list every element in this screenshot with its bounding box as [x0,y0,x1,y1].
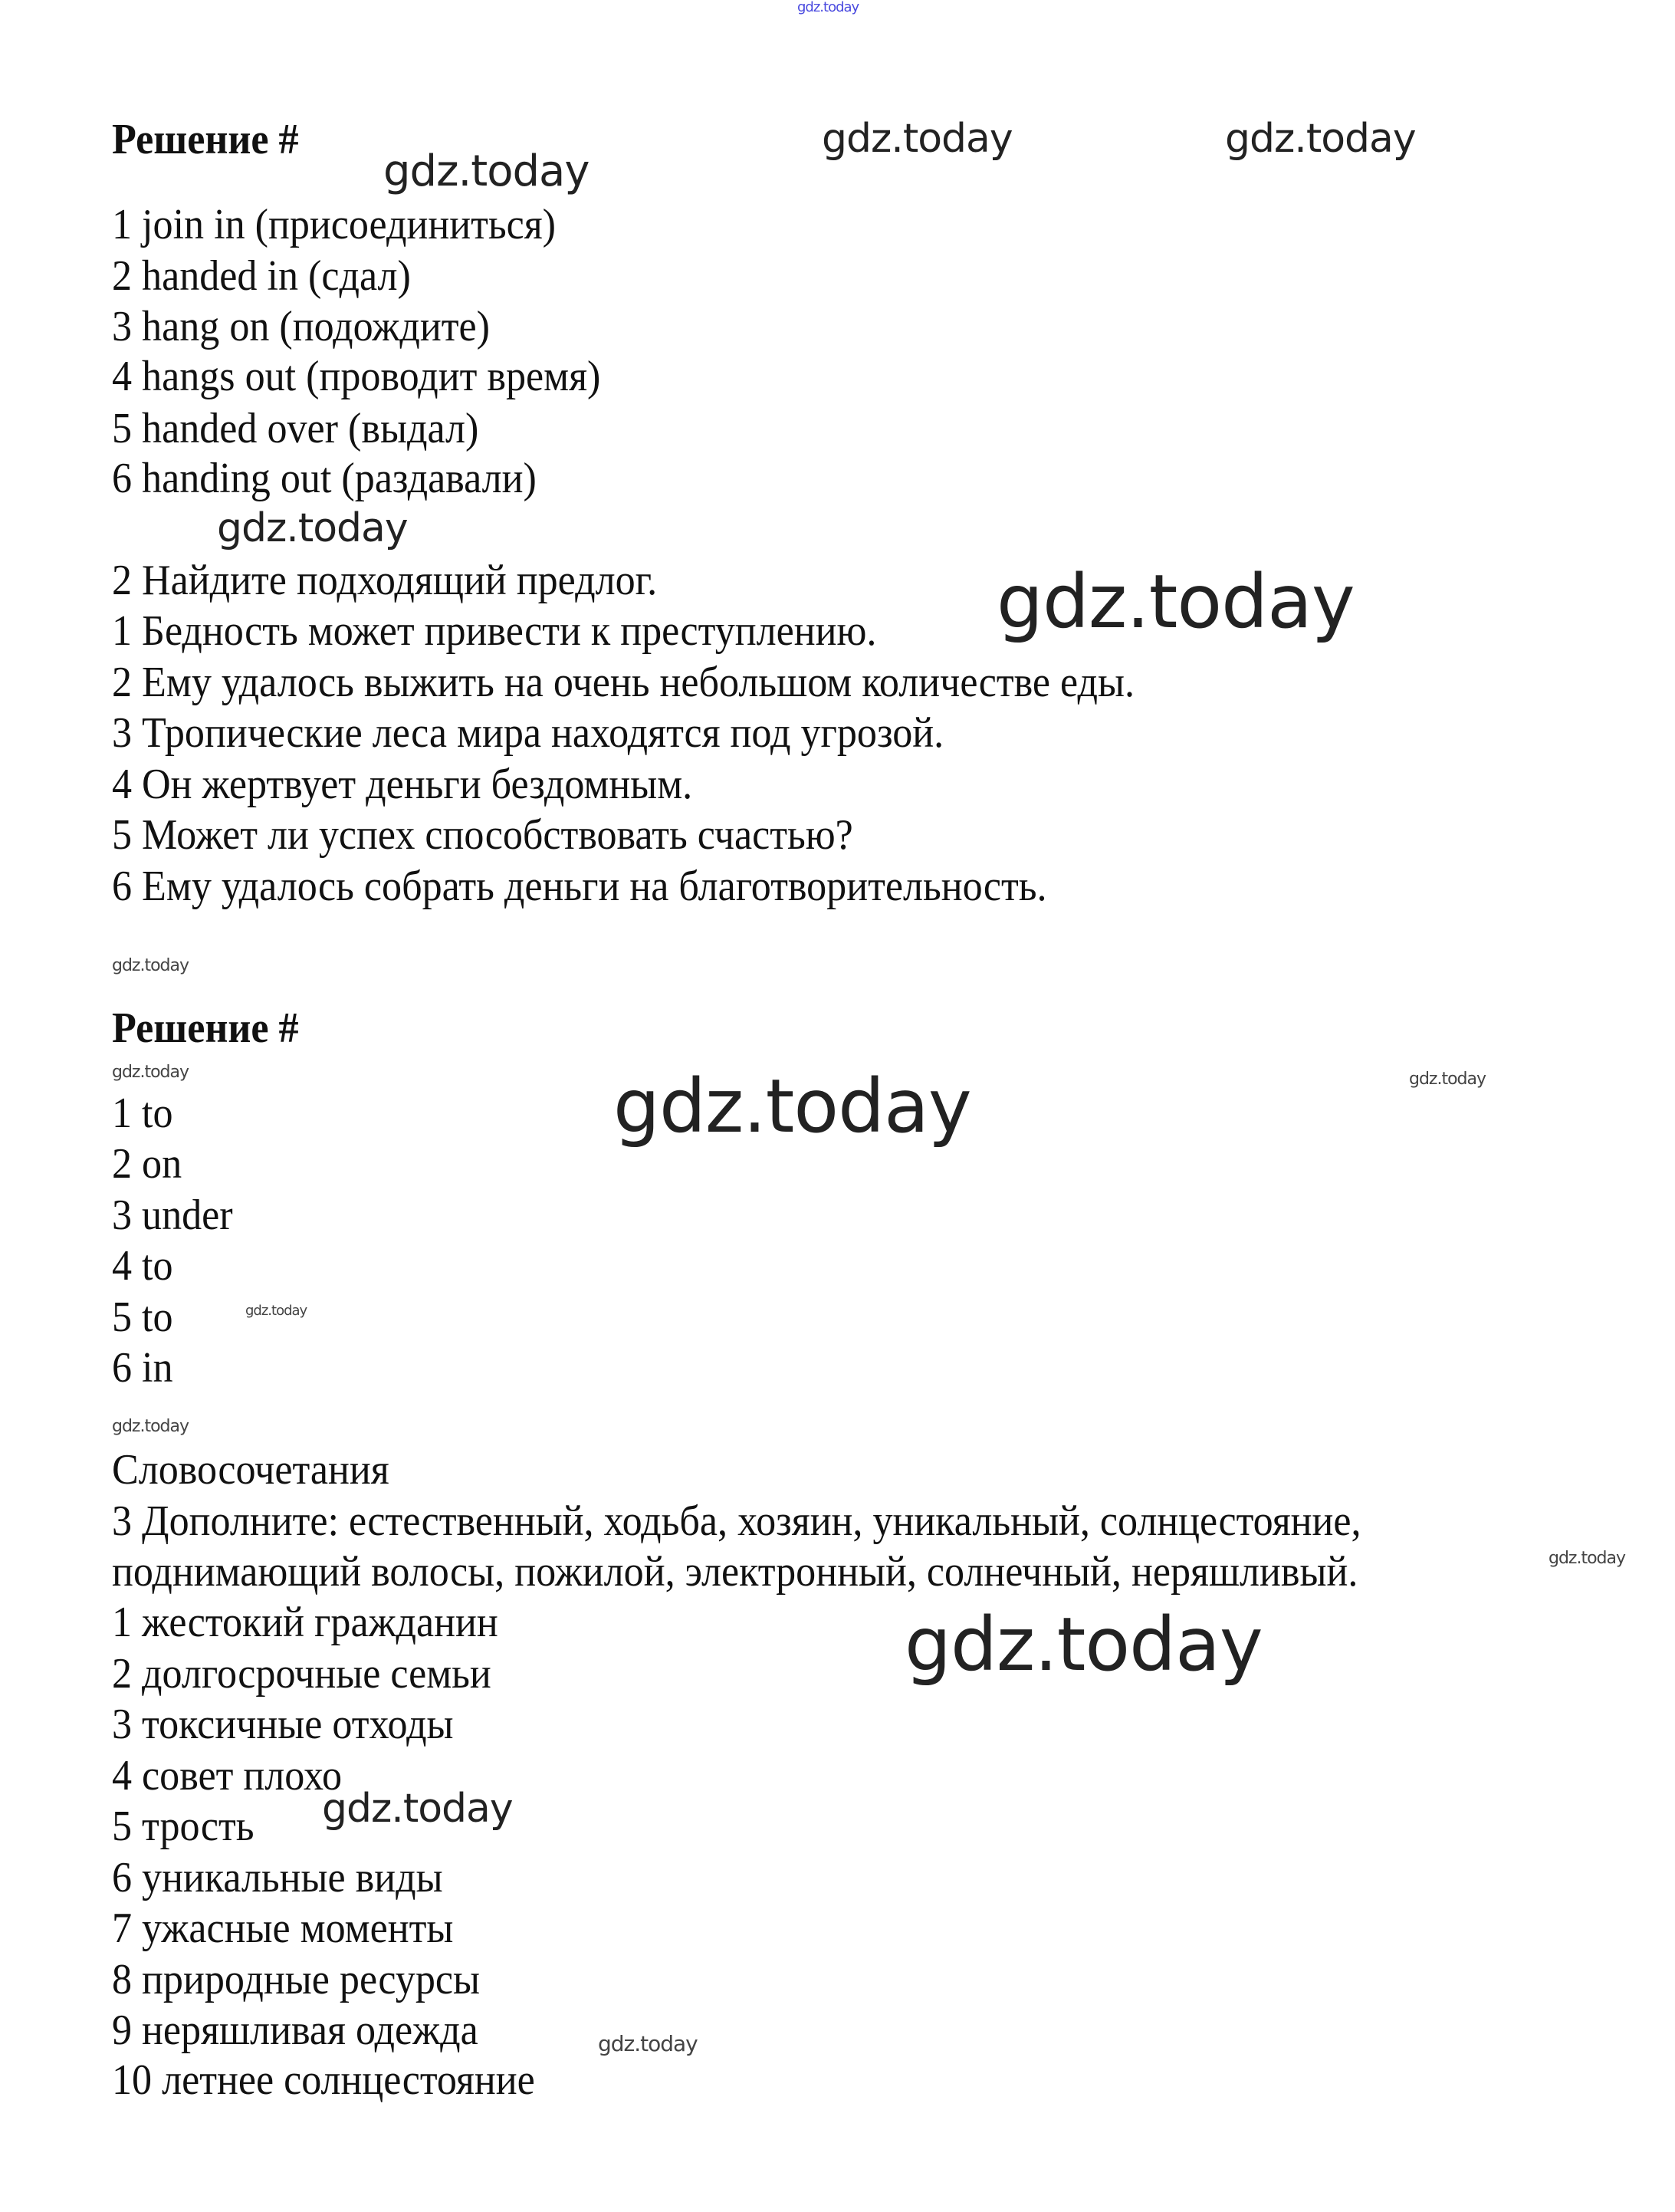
watermark: gdz.today [383,146,590,196]
watermark: gdz.today [322,1786,513,1832]
solution-heading: Решение # [112,1004,299,1052]
watermark: gdz.today [1409,1070,1486,1089]
watermark: gdz.today [997,559,1355,645]
sentence: 5 Может ли успех способствовать счастью? [112,811,853,859]
subtitle: Словосочетания [112,1446,389,1494]
task-title: 2 Найдите подходящий предлог. [112,557,658,604]
list-item: 5 to [112,1293,173,1341]
phrase: 3 токсичные отходы [112,1701,454,1748]
phrase: 1 жестокий гражданин [112,1599,498,1646]
list-item: 4 to [112,1242,173,1290]
watermark: gdz.today [598,2031,698,2056]
list-item: 4 hangs out (проводит время) [112,353,601,400]
watermark: gdz.today [217,505,408,551]
list-item: 2 on [112,1140,182,1188]
sentence: 6 Ему удалось собрать деньги на благотворительность. [112,863,1047,910]
task-text: 3 Дополните: естественный, ходьба, хозяин, уникальный, солнцестояние, [112,1497,1361,1545]
sentence: 3 Тропические леса мира находятся под угрозой. [112,709,944,757]
list-item: 3 hang on (подождите) [112,303,490,350]
list-item: 1 to [112,1090,173,1137]
phrase: 9 неряшливая одежда [112,2007,478,2054]
watermark: gdz.today [112,1417,189,1436]
watermark: gdz.today [822,116,1013,162]
list-item: 5 handed over (выдал) [112,405,479,452]
list-item: 1 join in (присоединиться) [112,201,557,248]
watermark: gdz.today [797,0,859,15]
phrase: 10 летнее солнцестояние [112,2056,535,2104]
watermark: gdz.today [112,956,189,975]
watermark: gdz.today [613,1063,971,1149]
watermark: gdz.today [1549,1549,1626,1568]
watermark: gdz.today [905,1602,1263,1688]
sentence: 2 Ему удалось выжить на очень небольшом количестве еды. [112,659,1135,706]
phrase: 5 трость [112,1803,255,1850]
task-text: поднимающий волосы, пожилой, электронный, солнечный, неряшливый. [112,1548,1358,1596]
list-item: 6 in [112,1344,173,1392]
watermark: gdz.today [112,1063,189,1082]
watermark: gdz.today [1225,116,1416,162]
phrase: 8 природные ресурсы [112,1956,480,2003]
list-item: 6 handing out (раздавали) [112,455,537,502]
phrase: 2 долгосрочные семьи [112,1650,491,1698]
sentence: 1 Бедность может привести к преступлению. [112,607,877,655]
list-item: 3 under [112,1191,233,1239]
list-item: 2 handed in (сдал) [112,252,411,300]
sentence: 4 Он жертвует деньги бездомным. [112,761,693,808]
phrase: 7 ужасные моменты [112,1905,454,1952]
phrase: 6 уникальные виды [112,1854,443,1901]
solution-heading: Решение # [112,116,299,163]
watermark: gdz.today [245,1303,307,1319]
phrase: 4 совет плохо [112,1752,343,1800]
